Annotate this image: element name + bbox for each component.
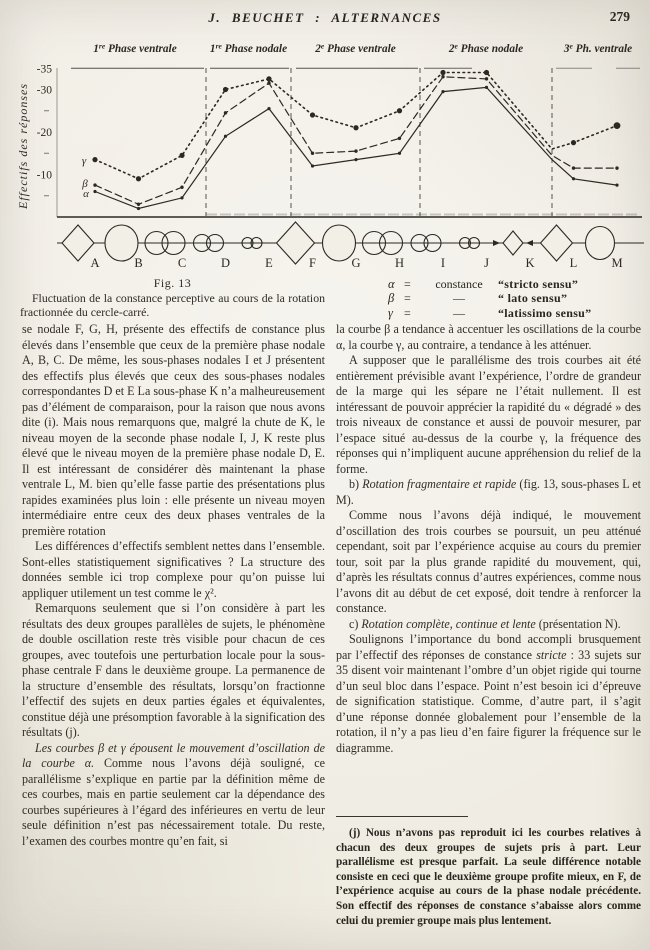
data-point-β-C (180, 186, 183, 189)
y-tick-label: -10 (36, 169, 52, 182)
category-letter-D: D (220, 256, 231, 270)
paragraph: Les courbes β et γ épousent le mouvement d’oscillation de la courbe α. Comme nous l’avons déjà souligné, ce parallélisme s’explique en partie par la définition même de ces courbes, mais en partie seulement car la dépendance des courbes supérieures à l’égard des inférieures en vertu de leur seule définition n’est pas nécessairement totale. Du reste, l’examen des courbes montre qu’en fait, si (22, 740, 325, 848)
figure-legend (388, 277, 640, 320)
stimulus-shape-A (62, 225, 94, 261)
category-letter-J: J (484, 256, 489, 270)
data-point-γ-J (484, 70, 489, 75)
curve-label-β: β (82, 178, 88, 190)
curve-γ (92, 70, 620, 181)
figure-label: Fig. 13 (153, 276, 192, 290)
data-point-β-F (311, 152, 314, 155)
data-point-α-E (267, 107, 270, 110)
category-letter-A: A (90, 256, 100, 270)
paragraph: la courbe β a tendance à accentuer les oscillations de la courbe α, la courbe γ, au contraire, a tendance à les atténuer. (336, 322, 641, 352)
category-letter-H: H (394, 256, 405, 270)
data-point-α-C (180, 196, 183, 199)
data-point-β-I (441, 75, 444, 78)
data-point-β-J (485, 77, 488, 80)
stimulus-shape-M (586, 227, 615, 260)
y-axis-title: Effectifs des réponses (16, 83, 30, 209)
data-point-α-M (615, 184, 618, 187)
curve-labels (81, 155, 89, 200)
data-point-β-B (137, 203, 140, 206)
data-point-γ-A (92, 157, 97, 162)
paragraph: b) Rotation fragmentaire et rapide (fig. 13, sous-phases L et M). (336, 477, 641, 507)
data-point-β-M (615, 166, 618, 169)
data-point-α-B (137, 207, 140, 210)
data-point-γ-M (614, 122, 621, 129)
category-letter-C: C (177, 256, 187, 270)
running-head: J. BEUCHET : ALTERNANCES (208, 10, 442, 25)
x-baseline (57, 215, 642, 218)
curve-label-γ: γ (81, 155, 87, 167)
data-point-γ-G (353, 125, 358, 130)
y-tick-label: -35 (36, 63, 52, 76)
data-point-γ-B (136, 176, 141, 181)
curve-β (93, 75, 618, 206)
data-point-γ-E (266, 76, 271, 81)
data-point-γ-I (440, 70, 445, 75)
category-letter-B: B (134, 256, 143, 270)
data-point-γ-D (223, 87, 228, 92)
data-point-γ-F (310, 112, 315, 117)
phase-label: 3e Ph. ventrale (563, 41, 633, 55)
paragraph: Comme nous l’avons déjà indiqué, le mouvement d’oscillation des trois courbes se poursuit, un peu atténué cependant, soit par l’expérience acquise au cours du premier tour, soit par la plus grande rapidité du mouvement, qui, d’après les résultats connus d’autres expériences, comme nous l’avons dit au début de cet exposé, doit tendre à renforcer la constance. (336, 508, 641, 615)
data-point-α-A (93, 190, 96, 193)
category-letter-L: L (569, 256, 578, 270)
footnote-rule (336, 816, 468, 817)
category-letter-G: G (351, 256, 361, 270)
y-axis (16, 63, 57, 217)
figure-caption: Fluctuation de la constance perceptive au cours de la rotation fractionnée du cercle-carré. (20, 291, 325, 319)
data-point-α-F (311, 164, 314, 167)
data-point-α-D (224, 135, 227, 138)
data-point-β-H (398, 137, 401, 140)
footnote-j (336, 816, 641, 928)
figure-13 (0, 36, 650, 276)
legend-row: β = — “ lato sensu” (388, 291, 568, 306)
footnote-text: (j) Nous n’avons pas reproduit ici les courbes relatives à chacun des deux groupes de sujets pris à part. Leur parallélisme est presque parfait. La seule différence notable consiste en ceci que le deuxième groupe profite mieux, en F, de l’expérience acquise au cours de la phase nodale précédente. Son effectif des réponses de constance s’abaisse alors comme celui du premier groupe mais plus lentement. (336, 827, 641, 927)
paragraph: Soulignons l’importance du bond accompli brusquement par l’effectif des réponses de constance stricte : 33 sujets sur 35 disent voir maintenant l’ombre d’un objet rigide qui tourne d’un seul bloc dans l’espace. Point n’est besoin ici d’épreuve de signification statistique. Comme, d’autre part, il s’agit d’une réponse donnée globalement pour l’ensemble de la rotation, il n’y a pas lieu d’en faire figurer la fréquence sur le diagramme. (336, 632, 641, 755)
data-point-β-A (93, 183, 96, 186)
phase-label: 1re Phase nodale (209, 41, 288, 55)
data-point-β-E (267, 81, 270, 84)
paragraph: A supposer que le parallélisme des trois courbes ait été entièrement prévisible avant l’expérience, l’ordre de grandeur de la marge qui les sépare ne l’était nullement. Il est intéressant de pouvoir apprécier la rapidité du « dégradé » des trois niveaux de constance et aussi de pouvoir mesurer, par l’espace situé au-dessus de la courbe γ, la fréquence des réponses qui n’impliquent aucune appréhension du relief de la forme. (336, 353, 641, 476)
stimulus-shape-B (105, 225, 138, 261)
page-number: 279 (609, 9, 630, 24)
figure-13-chart (0, 36, 650, 276)
phase-label: 2e Phase ventrale (315, 41, 396, 55)
phase-label: 1re Phase ventrale (93, 41, 177, 55)
legend-row: α = constance “stricto sensu” (388, 277, 579, 291)
phase-label: 2e Phase nodale (448, 41, 524, 55)
category-letter-F: F (309, 256, 316, 270)
data-point-α-I (441, 90, 444, 93)
category-letter-M: M (611, 256, 623, 270)
data-point-α-G (354, 158, 357, 161)
data-point-α-J (485, 86, 488, 89)
legend-row: γ = — “latissimo sensu” (388, 305, 592, 320)
paragraph: Les différences d’effectifs semblent nettes dans l’ensemble. Sont-elles statistiquement significatives ? La structure des données semble ici trop complexe pour qu’on puisse lui appliquer utilement un test comme le χ². (22, 539, 325, 600)
phase-labels (93, 42, 632, 56)
y-tick-label: -30 (36, 84, 52, 97)
category-letter-K: K (525, 256, 535, 270)
text-column-left (22, 322, 325, 849)
paragraph: se nodale F, G, H, présente des effectifs de constance plus élevés dans l’ensemble que ceux de la première phase nodale A, B, C. De même, les sous-phases nodales I et J présentent des effectifs plus élevés que ceux des sous-phases nodales correspondantes D et E La sous-phase K n’a malheureusement pas d’élément de comparaison, pour la raison que nous avons dite (i). Mais nous remarquons que, malgré la chute de K, le niveau moyen de la seconde phase nodale I, J, K reste plus élevé que le niveau moyen de la première phase nodale D, E. Il est intéressant de considérer dès maintenant la phase ventrale L, M. bien qu’elle fasse partie des présentations plus rapides examinées plus loin : elle présente un niveau moyen intermédiaire entre ceux des deux phases ventrales de la première rotation (22, 322, 325, 538)
stimulus-shape-L (541, 225, 573, 261)
stimulus-shape-K (493, 231, 533, 255)
text-column-right (336, 322, 641, 756)
data-point-α-L (572, 177, 575, 180)
data-point-α-H (398, 152, 401, 155)
category-letter-I: I (440, 256, 446, 270)
data-point-γ-L (571, 140, 576, 145)
curve-label-α: α (83, 188, 89, 200)
data-point-γ-H (397, 108, 402, 113)
paragraph: c) Rotation complète, continue et lente (présentation N). (349, 616, 621, 631)
y-tick-label: -20 (36, 127, 52, 139)
data-point-γ-C (179, 153, 184, 158)
category-letter-E: E (265, 256, 273, 270)
figure-caption-block (20, 276, 325, 319)
data-point-β-G (354, 149, 357, 152)
data-point-β-D (224, 111, 227, 114)
paragraph: Remarquons seulement que si l’on considère à part les résultats des deux groupes parallèles de sujets, le phénomène de double oscillation reste très visible pour chacun de ces groupes, avec toutefois une perturbation locale pour la sous-phase centrale F dans le deuxième groupe. La permanence de la structure d’ensemble des résultats, lorsqu’on fractionne l’effectif des sujets en deux parties égales et équivalentes, constitue déjà une présomption favorable à la signification des résultats (j). (22, 601, 325, 739)
category-letters (90, 256, 622, 270)
data-point-β-L (572, 166, 575, 169)
